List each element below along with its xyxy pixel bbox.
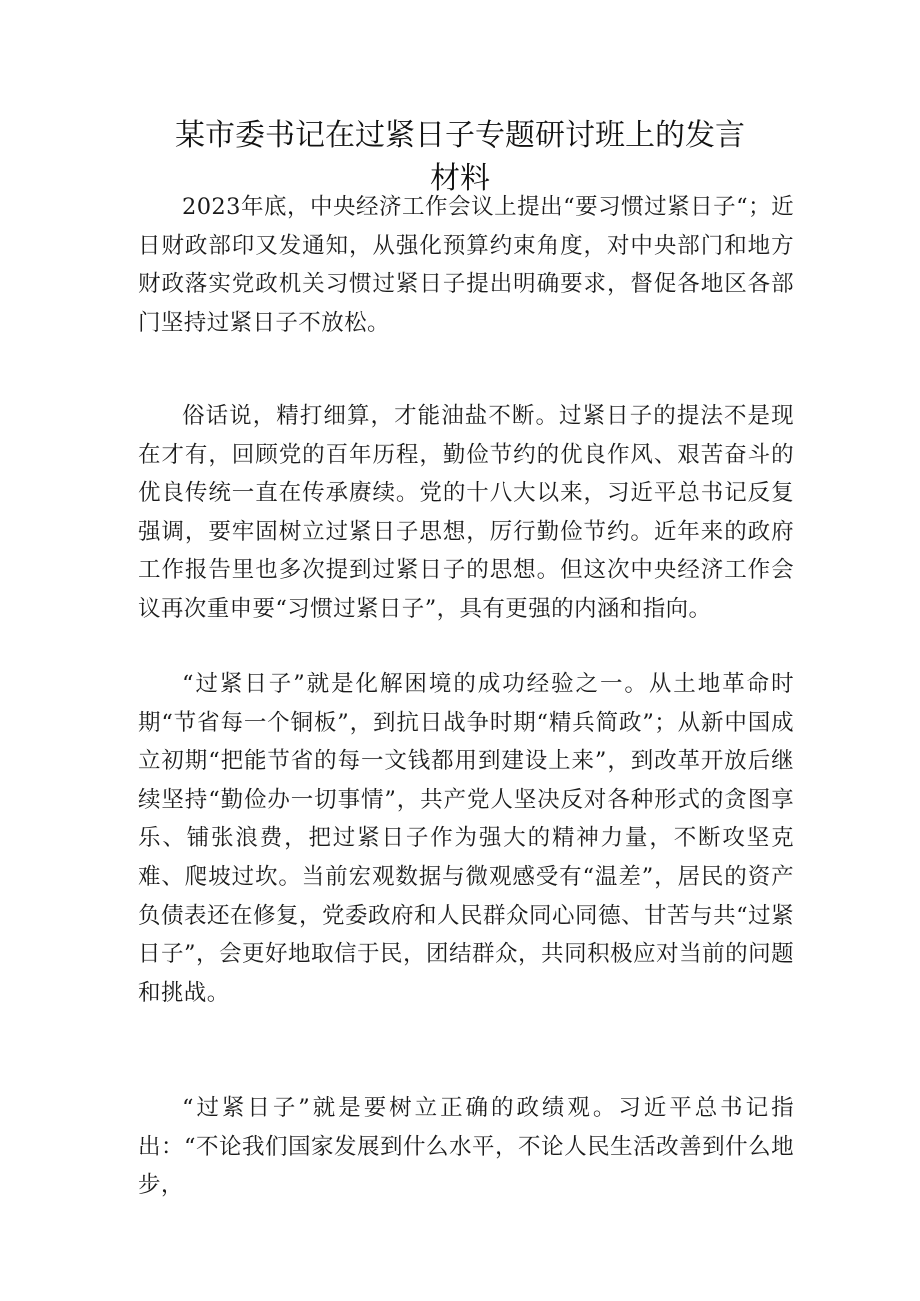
paragraph-2: 俗话说，精打细算，才能油盐不断。过紧日子的提法不是现在才有，回顾党的百年历程，勤俭节约的优良作风、艰苦奋斗的优良传统一直在传承赓续。党的十八大以来，习近平总书记反复强调，要牢固树立过紧日子思想，厉行勤俭节约。近年来的政府工作报告里也多次提到过紧日子的思想。但这次中央经济工作会议再次重申要“习惯过紧日子”，具有更强的内涵和指向。 bbox=[138, 403, 794, 622]
paragraph-4: “过紧日子”就是要树立正确的政绩观。习近平总书记指出：“不论我们国家发展到什么水平，不论人民生活改善到什么地步， bbox=[138, 1095, 794, 1199]
paragraph-1: 2023年底，中央经济工作会议上提出“要习惯过紧日子“；近日财政部印又发通知，从强化预算约束角度，对中央部门和地方财政落实党政机关习惯过紧日子提出明确要求，督促各地区各部门坚持过紧日子不放松。 bbox=[138, 194, 794, 336]
document-title-line-1: 某市委书记在过紧日子专题研讨班上的发言 bbox=[175, 118, 745, 153]
document-title-line-2: 材料 bbox=[430, 161, 490, 196]
paragraph-3: “过紧日子”就是化解困境的成功经验之一。从土地革命时期“节省每一个铜板”，到抗日战争时期“精兵简政”；从新中国成立初期“把能节省的每一文钱都用到建设上来”，到改革开放后继续坚持“勤俭办一切事情”，共产党人坚决反对各种形式的贪图享乐、铺张浪费，把过紧日子作为强大的精神力量，不断攻坚克难、爬坡过坎。当前宏观数据与微观感受有“温差”，居民的资产负债表还在修复，党委政府和人民群众同心同德、甘苦与共“过紧日子”，会更好地取信于民，团结群众，共同积极应对当前的问题和挑战。 bbox=[138, 671, 794, 1006]
